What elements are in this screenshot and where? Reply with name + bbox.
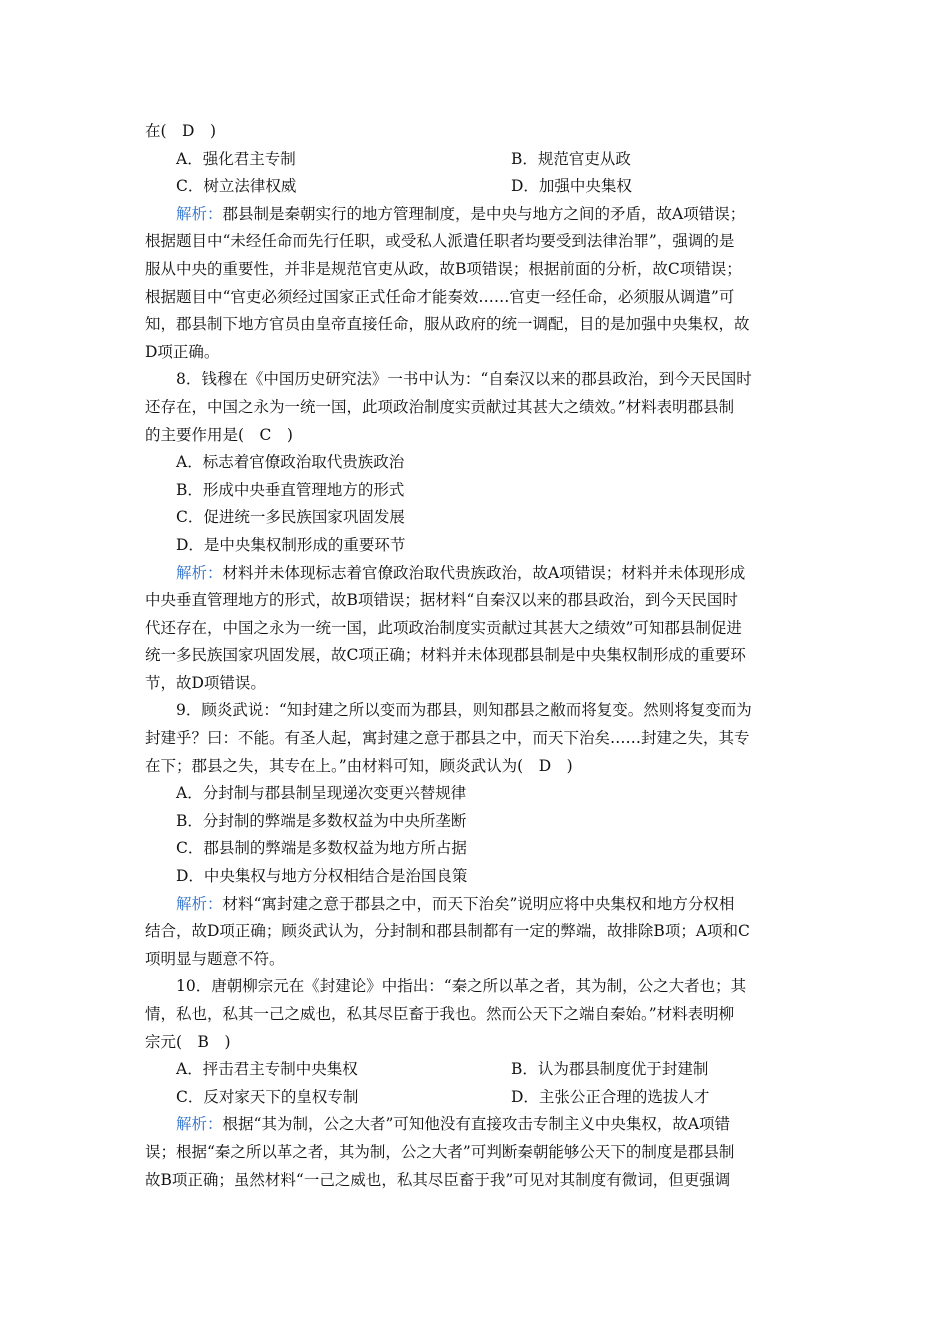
q8-analysis-line-5: 节，故D项错误。 xyxy=(145,673,266,692)
q8-option-c: C．促进统一多民族国家巩固发展 xyxy=(176,508,405,527)
q7-options-row-2 xyxy=(145,173,811,201)
q7-option-a: A．强化君主专制 xyxy=(176,149,296,168)
q7-analysis-label: 解析： xyxy=(176,204,223,223)
q9-option-a: A．分封制与郡县制呈现递次变更兴替规律 xyxy=(176,784,467,803)
q9-analysis-label: 解析： xyxy=(176,894,223,913)
q10-option-c: C．反对家天下的皇权专制 xyxy=(176,1087,359,1106)
q10-analysis-line-3: 故B项正确；虽然材料“一己之威也，私其尽臣畜于我”可见对其制度有微词，但更强调 xyxy=(145,1170,731,1189)
q7-stem-tail: 在( D ) xyxy=(145,122,217,140)
q7-analysis-line-5: 知，郡县制下地方官员由皇帝直接任命，服从政府的统一调配，目的是加强中央集权，故 xyxy=(145,315,750,334)
q10-stem-line-1: 10．唐朝柳宗元在《封建论》中指出：“秦之所以革之者，其为制，公之大者也；其 xyxy=(176,977,747,996)
q7-analysis-line-3: 服从中央的重要性，并非是规范官吏从政，故B项错误；根据前面的分析，故C项错误； xyxy=(145,259,742,278)
q7-analysis-line-2: 根据题目中“未经任命而先行任职，或受私人派遣任职者均要受到法律治罪”，强调的是 xyxy=(145,232,735,251)
q8-option-a: A．标志着官僚政治取代贵族政治 xyxy=(176,453,405,472)
q7-analysis-line-1: 解析：郡县制是秦朝实行的地方管理制度，是中央与地方之间的矛盾，故A项错误； xyxy=(176,204,746,223)
q7-options-row-1 xyxy=(145,146,811,174)
q10-stem-line-3: 宗元( B ) xyxy=(145,1032,231,1051)
q8-stem-line-3: 的主要作用是( C ) xyxy=(145,425,293,444)
q10-option-b: B．认为郡县制度优于封建制 xyxy=(511,1060,709,1079)
q7-option-b: B．规范官吏从政 xyxy=(511,149,631,168)
q9-analysis-line-2: 结合，故D项正确；顾炎武认为，分封制和郡县制都有一定的弊端，故排除B项；A项和C xyxy=(145,922,750,941)
q8-option-d: D．是中央集权制形成的重要环节 xyxy=(176,535,406,554)
q9-option-d: D．中央集权与地方分权相结合是治国良策 xyxy=(176,867,468,886)
q9-stem-line-1: 9．顾炎武说：“知封建之所以变而为郡县，则知郡县之敝而将复变。然则将复变而为 xyxy=(176,701,752,720)
q8-analysis-line-1: 解析：材料并未体现标志着官僚政治取代贵族政治，故A项错误；材料并未体现形成 xyxy=(176,563,746,582)
q10-analysis-label: 解析： xyxy=(176,1115,223,1134)
q10-analysis-line-1: 解析：根据“其为制，公之大者”可知他没有直接攻击专制主义中央集权，故A项错 xyxy=(176,1115,731,1134)
q8-option-b: B．形成中央垂直管理地方的形式 xyxy=(176,480,405,499)
q10-options-row-2 xyxy=(145,1084,811,1112)
q8-stem-line-2: 还存在，中国之永为一统一国，此项政治制度实贡献过其甚大之绩效。”材料表明郡县制 xyxy=(145,397,735,416)
q10-analysis-line-2: 误；根据“秦之所以革之者，其为制，公之大者”可判断秦朝能够公天下的制度是郡县制 xyxy=(145,1142,735,1161)
q9-option-c: C．郡县制的弊端是多数权益为地方所占据 xyxy=(176,839,467,858)
q7-analysis-line-4: 根据题目中“官吏必须经过国家正式任命才能奏效……官吏一经任命，必须服从调遣”可 xyxy=(145,287,735,306)
q7-option-c: C．树立法律权威 xyxy=(176,177,297,196)
document-page xyxy=(145,118,811,1194)
q8-analysis-line-3: 代还存在，中国之永为一统一国，此项政治制度实贡献过其甚大之绩效”可知郡县制促进 xyxy=(145,618,742,637)
q8-stem-line-1: 8．钱穆在《中国历史研究法》一书中认为：“自秦汉以来的郡县政治，到今天民国时 xyxy=(176,370,752,389)
q9-analysis-line-3: 项明显与题意不符。 xyxy=(145,949,285,968)
q8-analysis-line-4: 统一多民族国家巩固发展，故C项正确；材料并未体现郡县制是中央集权制形成的重要环 xyxy=(145,646,746,665)
q9-stem-line-2: 封建乎？曰：不能。有圣人起，寓封建之意于郡县之中，而天下治矣……封建之失，其专 xyxy=(145,729,750,748)
q10-options-row-1 xyxy=(145,1056,811,1084)
q10-option-a: A．抨击君主专制中央集权 xyxy=(176,1060,358,1079)
q7-option-d: D．加强中央集权 xyxy=(511,177,632,196)
q9-analysis-line-1: 解析：材料“寓封建之意于郡县之中，而天下治矣”说明应将中央集权和地方分权相 xyxy=(176,894,735,913)
q9-option-b: B．分封制的弊端是多数权益为中央所垄断 xyxy=(176,811,467,830)
q10-stem-line-2: 情，私也，私其一己之威也，私其尽臣畜于我也。然而公天下之端自秦始。”材料表明柳 xyxy=(145,1005,735,1023)
q8-analysis-label: 解析： xyxy=(176,563,223,582)
q9-stem-line-3: 在下；郡县之失，其专在上。”由材料可知，顾炎武认为( D ) xyxy=(145,756,573,775)
q7-analysis-line-6: D项正确。 xyxy=(145,342,220,361)
q8-analysis-line-2: 中央垂直管理地方的形式，故B项错误；据材料“自秦汉以来的郡县政治，到今天民国时 xyxy=(145,591,738,610)
q10-option-d: D．主张公正合理的选拔人才 xyxy=(511,1087,710,1106)
